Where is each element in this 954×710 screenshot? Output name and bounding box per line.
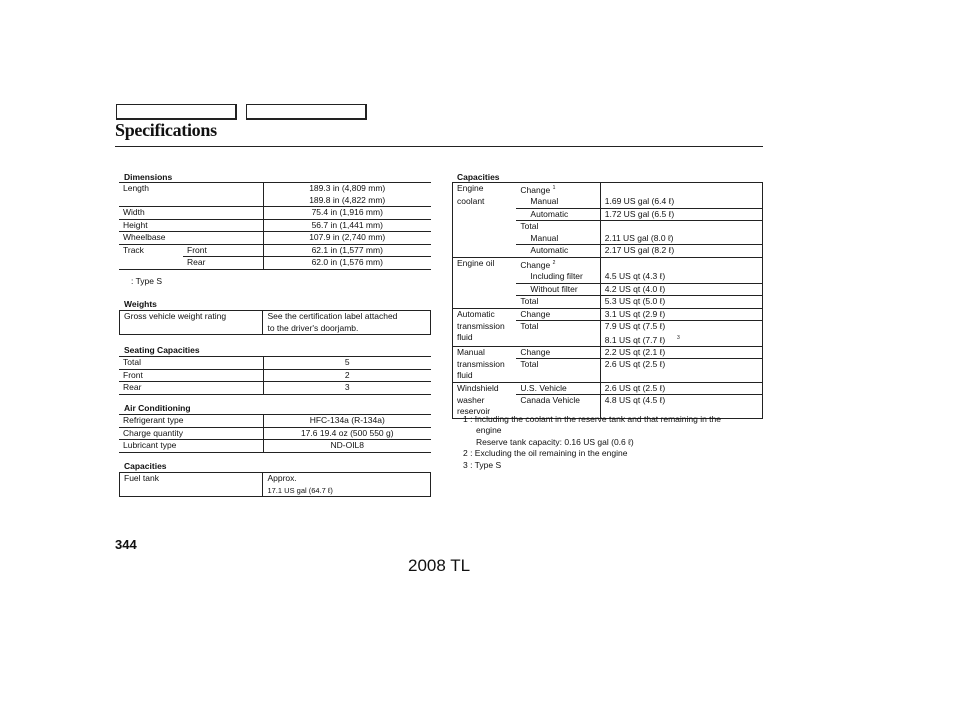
mtf-label-3: fluid: [457, 370, 473, 381]
gvwr-value-line1: See the certification label attached: [267, 311, 398, 321]
table-row: [453, 346, 763, 359]
seating-heading: Seating Capacities: [124, 345, 200, 355]
footnote-3: 3 : Type S: [463, 460, 502, 470]
table-row: [119, 232, 431, 245]
height-value: 56.7 in (1,441 mm): [263, 219, 431, 232]
table-row: [119, 427, 431, 440]
wheelbase-value: 107.9 in (2,740 mm): [263, 232, 431, 245]
table-row: [120, 311, 431, 335]
atf-sup: 3: [676, 334, 680, 341]
dimensions-table: [119, 182, 431, 270]
table-row: [119, 183, 431, 207]
track-label: Track: [119, 244, 183, 257]
atf-total-label: Total: [516, 321, 600, 347]
oil-change: [516, 257, 600, 271]
table-row: [119, 207, 431, 220]
table-row: [453, 359, 763, 383]
table-row: [453, 271, 763, 283]
oil-without-label: Without filter: [516, 283, 600, 296]
height-label: Height: [119, 219, 263, 232]
table-row: [453, 257, 763, 271]
oil-total-value: 5.3 US qt (5.0 ℓ): [600, 296, 762, 309]
page-number: 344: [115, 537, 137, 552]
table-row: [453, 183, 763, 197]
refrigerant-value: HFC-134a (R-134a): [263, 415, 431, 428]
washer-us-label: U.S. Vehicle: [516, 382, 600, 395]
seating-rear-label: Rear: [119, 382, 263, 395]
dimensions-note: : Type S: [131, 276, 163, 286]
weights-table: [119, 310, 431, 335]
length-value-2: 189.8 in (4,822 mm): [309, 194, 386, 205]
ac-heading: Air Conditioning: [124, 403, 191, 413]
table-row: [119, 440, 431, 453]
gvwr-label: Gross vehicle weight rating: [120, 311, 263, 335]
coolant-change: [516, 183, 600, 197]
fuel-tank-value-line2: 17.1 US gal (64.7 ℓ): [267, 485, 333, 495]
charge-value: 17.6 19.4 oz (500 550 g): [263, 427, 431, 440]
length-label: Length: [119, 183, 263, 207]
table-row: [453, 208, 763, 221]
ac-table: [119, 414, 431, 453]
track-front-label: Front: [183, 244, 263, 257]
table-row: [119, 369, 431, 382]
table-row: [119, 257, 431, 270]
seating-rear-value: 3: [263, 382, 431, 395]
table-row: [119, 244, 431, 257]
coolant-manual2-label: Manual: [516, 233, 600, 245]
washer-us-value: 2.6 US qt (2.5 ℓ): [600, 382, 762, 395]
oil-total-label: Total: [516, 296, 600, 309]
coolant-auto2-value: 2.17 US gal (8.2 ℓ): [600, 245, 762, 258]
table-row: [119, 415, 431, 428]
header-tab-box-2: [246, 104, 367, 120]
washer-label-1: Windshield: [453, 382, 517, 395]
mtf-label-1: Manual: [453, 346, 517, 359]
refrigerant-label: Refrigerant type: [119, 415, 263, 428]
footnote-1-line3: Reserve tank capacity: 0.16 US gal (0.6 ℓ): [476, 437, 634, 447]
weights-heading: Weights: [124, 299, 157, 309]
capacities-right-heading: Capacities: [457, 172, 500, 182]
seating-total-value: 5: [263, 357, 431, 370]
table-row: [453, 382, 763, 395]
lubricant-label: Lubricant type: [119, 440, 263, 453]
length-value: [263, 183, 431, 207]
table-row: [453, 296, 763, 309]
length-value-1: 189.3 in (4,809 mm): [309, 183, 386, 193]
oil-change-label: Change: [520, 259, 551, 270]
width-label: Width: [119, 207, 263, 220]
table-row: [453, 308, 763, 321]
table-row: [453, 321, 763, 347]
page-title: Specifications: [115, 120, 217, 140]
atf-total-value-1: 7.9 US qt (7.5 ℓ): [604, 321, 666, 332]
table-row: [119, 357, 431, 370]
footnote-1-line1: 1 : Including the coolant in the reserve tank and that remaining in the: [463, 414, 721, 424]
coolant-manual2-value: 2.11 US gal (8.0 ℓ): [600, 233, 762, 245]
seating-table: [119, 356, 431, 395]
model-footer: 2008 TL: [408, 556, 471, 575]
fuel-tank-value: [263, 473, 431, 497]
wheelbase-label: Wheelbase: [119, 232, 263, 245]
seating-front-label: Front: [119, 369, 263, 382]
mtf-change-value: 2.2 US qt (2.1 ℓ): [600, 346, 762, 359]
oil-label: Engine oil: [453, 257, 517, 271]
atf-label-3: fluid: [457, 332, 473, 343]
coolant-label-2: coolant: [457, 196, 485, 207]
washer-canada-label: Canada Vehicle: [516, 395, 600, 419]
table-row: [453, 283, 763, 296]
oil-incl-value: 4.5 US qt (4.3 ℓ): [600, 271, 762, 283]
seating-total-label: Total: [119, 357, 263, 370]
track-rear-value: 62.0 in (1,576 mm): [263, 257, 431, 270]
gvwr-value: [263, 311, 431, 335]
track-front-value: 62.1 in (1,577 mm): [263, 244, 431, 257]
atf-total-value-2: [605, 333, 758, 346]
fuel-table: [119, 472, 431, 497]
footnote-2: 2 : Excluding the oil remaining in the engine: [463, 448, 628, 458]
coolant-manual-value: 1.69 US gal (6.4 ℓ): [600, 196, 762, 208]
width-value: 75.4 in (1,916 mm): [263, 207, 431, 220]
coolant-auto-label: Automatic: [516, 208, 600, 221]
atf-label-1: Automatic: [453, 308, 517, 321]
capacities-left-heading: Capacities: [124, 461, 167, 471]
atf-total-value-2-text: 8.1 US qt (7.7 ℓ): [604, 334, 666, 345]
table-row: [119, 382, 431, 395]
mtf-label-rest: [453, 359, 517, 383]
charge-label: Charge quantity: [119, 427, 263, 440]
seating-front-value: 2: [263, 369, 431, 382]
coolant-auto2-label: Automatic: [516, 245, 600, 258]
coolant-auto-value: 1.72 US gal (6.5 ℓ): [600, 208, 762, 221]
washer-canada-value: 4.8 US qt (4.5 ℓ): [600, 395, 762, 419]
table-row: [120, 473, 431, 497]
fuel-tank-value-line1: Approx.: [267, 473, 297, 483]
atf-total-value: [600, 321, 762, 347]
atf-change-value: 3.1 US qt (2.9 ℓ): [600, 308, 762, 321]
lubricant-value: ND-OIL8: [263, 440, 431, 453]
atf-label-2: transmission: [457, 320, 505, 331]
table-row: [119, 219, 431, 232]
table-row: [453, 245, 763, 258]
oil-sup: 2: [552, 259, 556, 266]
oil-without-value: 4.2 US qt (4.0 ℓ): [600, 283, 762, 296]
title-rule: [115, 146, 763, 147]
gvwr-value-line2: to the driver's doorjamb.: [267, 322, 359, 333]
mtf-label-2: transmission: [457, 358, 505, 369]
mtf-change-label: Change: [516, 346, 600, 359]
atf-change-label: Change: [516, 308, 600, 321]
table-row: [453, 233, 763, 245]
coolant-label-1: Engine: [453, 183, 517, 197]
mtf-total-label: Total: [516, 359, 600, 383]
coolant-sup: 1: [552, 185, 556, 191]
washer-label-3: reservoir: [457, 406, 491, 417]
coolant-change-label: Change: [520, 184, 551, 195]
header-tab-box-1: [116, 104, 237, 120]
atf-label-rest: [453, 321, 517, 347]
capacities-table: [452, 182, 763, 419]
footnote-1-line2: engine: [476, 425, 502, 435]
washer-label-2: washer: [457, 394, 485, 405]
mtf-total-value: 2.6 US qt (2.5 ℓ): [600, 359, 762, 383]
track-rear-label: Rear: [183, 257, 263, 270]
oil-incl-label: Including filter: [516, 271, 600, 283]
table-row: [453, 196, 763, 208]
dimensions-heading: Dimensions: [124, 172, 173, 182]
fuel-tank-label: Fuel tank: [120, 473, 263, 497]
coolant-total-label: Total: [516, 221, 600, 233]
table-row: [453, 221, 763, 233]
coolant-manual-label: Manual: [516, 196, 600, 208]
